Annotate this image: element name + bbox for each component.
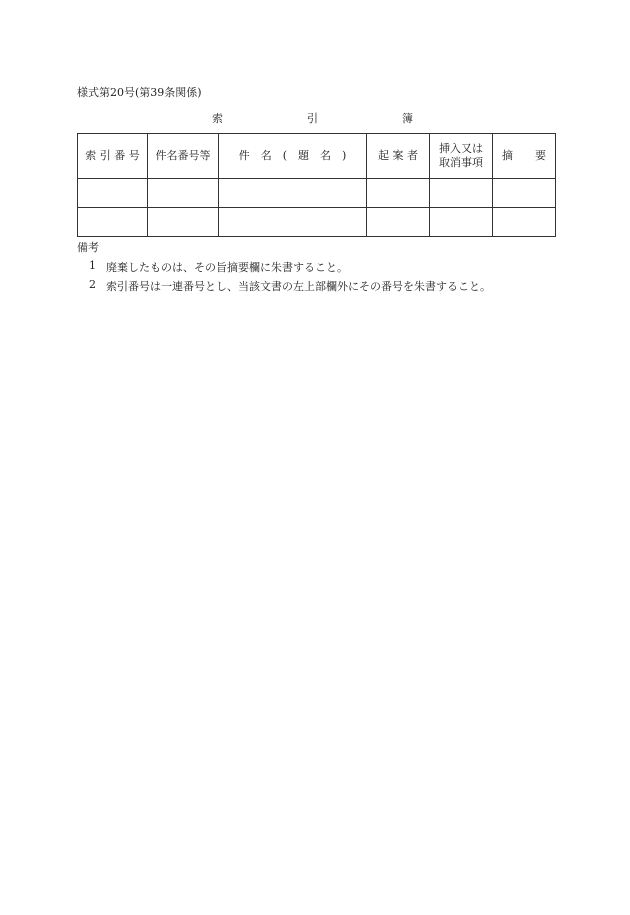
table-cell xyxy=(78,208,148,237)
table-header-row xyxy=(78,134,556,179)
note-number: 1 xyxy=(89,259,96,272)
form-label: 様式第20号(第39条関係) xyxy=(77,86,202,99)
table-cell xyxy=(493,179,556,208)
table-cell xyxy=(493,208,556,237)
header-insert-cancel xyxy=(430,134,493,179)
header-index-number: 索 引 番 号 xyxy=(78,134,148,179)
notes-heading: 備考 xyxy=(77,241,99,254)
table-row xyxy=(78,179,556,208)
table-cell xyxy=(148,208,219,237)
header-item-number: 件名番号等 xyxy=(148,134,219,179)
table-cell xyxy=(430,208,493,237)
title-char-2: 引 xyxy=(307,112,318,125)
note-text: 廃棄したものは、その旨摘要欄に朱書すること。 xyxy=(106,261,348,274)
note-text: 索引番号は一連番号とし、当該文書の左上部欄外にその番号を朱書すること。 xyxy=(106,280,491,293)
header-insert-line1: 挿入又は xyxy=(439,142,483,155)
index-register-table xyxy=(77,133,556,237)
note-number: 2 xyxy=(89,278,96,291)
table-row xyxy=(78,208,556,237)
title-char-3: 簿 xyxy=(402,112,413,125)
header-summary: 摘 要 xyxy=(493,134,556,179)
table-cell xyxy=(148,179,219,208)
table-cell xyxy=(219,208,367,237)
table-cell xyxy=(430,179,493,208)
header-drafter: 起 案 者 xyxy=(367,134,430,179)
table-cell xyxy=(78,179,148,208)
table-cell xyxy=(367,208,430,237)
header-subject: 件 名 ( 題 名 ) xyxy=(219,134,367,179)
table-cell xyxy=(367,179,430,208)
title-char-1: 索 xyxy=(212,112,223,125)
header-insert-line2: 取消事項 xyxy=(439,156,483,169)
table-cell xyxy=(219,179,367,208)
